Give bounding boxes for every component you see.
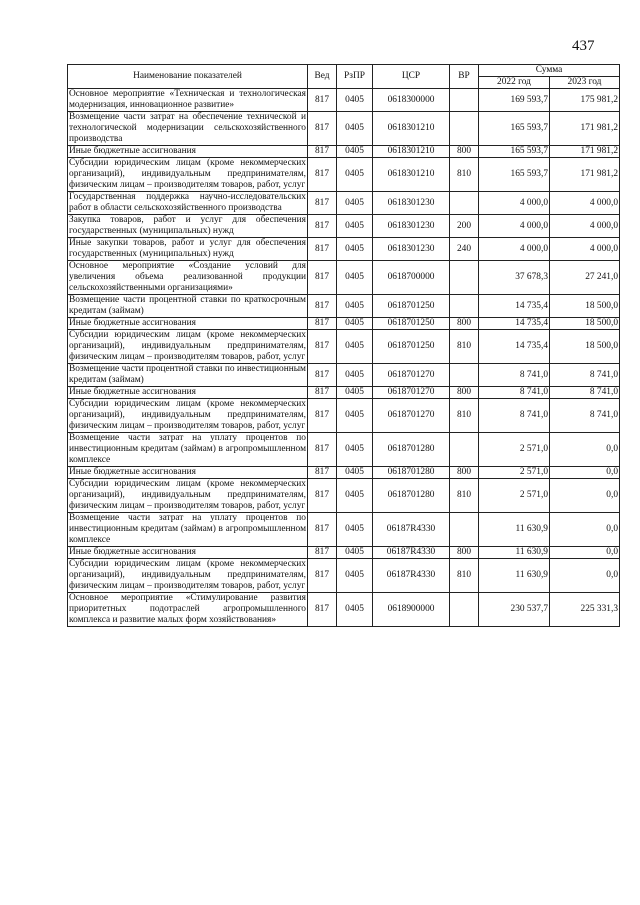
table-row xyxy=(68,89,620,112)
row-rzpr: 0405 xyxy=(337,387,373,399)
row-csr: 0618301210 xyxy=(373,112,450,146)
row-sum-2023: 18 500,0 xyxy=(550,330,620,364)
row-name: Субсидии юридическим лицам (кроме некоммерческих организаций), индивидуальным предпринимателям, физическим лицам – производителям товаров, работ, услуг xyxy=(69,330,306,362)
row-sum-2023: 8 741,0 xyxy=(550,387,620,399)
row-sum-2022: 8 741,0 xyxy=(479,364,550,387)
row-ved: 817 xyxy=(308,433,337,467)
row-sum-2022: 11 630,9 xyxy=(479,547,550,559)
row-vr: 200 xyxy=(450,215,479,238)
row-vr: 800 xyxy=(450,318,479,330)
row-ved: 817 xyxy=(308,158,337,192)
row-vr: 810 xyxy=(450,399,479,433)
row-csr: 0618301230 xyxy=(373,238,450,261)
row-csr: 0618701280 xyxy=(373,479,450,513)
row-sum-2022: 8 741,0 xyxy=(479,399,550,433)
row-vr xyxy=(450,364,479,387)
row-vr: 810 xyxy=(450,479,479,513)
table-row xyxy=(68,112,620,146)
row-csr: 0618701250 xyxy=(373,318,450,330)
row-ved: 817 xyxy=(308,146,337,158)
row-ved: 817 xyxy=(308,295,337,318)
row-sum-2022: 4 000,0 xyxy=(479,238,550,261)
header-rzpr: РзПР xyxy=(337,65,373,89)
row-vr xyxy=(450,192,479,215)
row-csr: 0618701270 xyxy=(373,399,450,433)
row-rzpr: 0405 xyxy=(337,593,373,627)
row-name: Возмещение части затрат на обеспечение технической и технологической модернизации сельскохозяйственного производства xyxy=(69,112,306,144)
row-sum-2022: 37 678,3 xyxy=(479,261,550,295)
table-row xyxy=(68,513,620,547)
row-csr: 0618301210 xyxy=(373,158,450,192)
row-vr xyxy=(450,593,479,627)
header-sum: Сумма xyxy=(479,65,620,77)
table-row xyxy=(68,238,620,261)
row-name: Возмещение части процентной ставки по инвестиционным кредитам (займам) xyxy=(69,364,306,385)
row-csr: 0618701250 xyxy=(373,295,450,318)
row-sum-2022: 4 000,0 xyxy=(479,215,550,238)
row-name: Субсидии юридическим лицам (кроме некоммерческих организаций), индивидуальным предпринимателям, физическим лицам – производителям товаров, работ, услуг xyxy=(69,479,306,511)
row-sum-2023: 8 741,0 xyxy=(550,399,620,433)
row-name: Иные бюджетные ассигнования xyxy=(68,387,308,399)
row-name: Государственная поддержка научно-исследовательских работ в области сельскохозяйственного производства xyxy=(69,192,306,213)
table-row xyxy=(68,215,620,238)
row-ved: 817 xyxy=(308,479,337,513)
row-csr: 0618301210 xyxy=(373,146,450,158)
table-row xyxy=(68,146,620,158)
row-sum-2022: 2 571,0 xyxy=(479,467,550,479)
row-csr: 06187R4330 xyxy=(373,513,450,547)
table-row xyxy=(68,261,620,295)
row-sum-2022: 2 571,0 xyxy=(479,479,550,513)
row-ved: 817 xyxy=(308,387,337,399)
row-csr: 0618301230 xyxy=(373,192,450,215)
row-csr: 0618700000 xyxy=(373,261,450,295)
row-sum-2022: 230 537,7 xyxy=(479,593,550,627)
row-name: Основное мероприятие «Стимулирование развития приоритетных подотраслей агропромышленного комплекса и развитие малых форм хозяйствования» xyxy=(69,593,306,625)
row-ved: 817 xyxy=(308,238,337,261)
row-vr: 800 xyxy=(450,547,479,559)
row-sum-2023: 0,0 xyxy=(550,547,620,559)
row-vr: 810 xyxy=(450,559,479,593)
header-ved: Вед xyxy=(308,65,337,89)
row-csr: 0618701270 xyxy=(373,387,450,399)
row-sum-2023: 171 981,2 xyxy=(550,158,620,192)
row-sum-2023: 18 500,0 xyxy=(550,295,620,318)
row-sum-2022: 169 593,7 xyxy=(479,89,550,112)
row-name: Иные бюджетные ассигнования xyxy=(68,318,308,330)
row-rzpr: 0405 xyxy=(337,467,373,479)
row-sum-2023: 8 741,0 xyxy=(550,364,620,387)
row-rzpr: 0405 xyxy=(337,513,373,547)
table-row xyxy=(68,593,620,627)
row-ved: 817 xyxy=(308,559,337,593)
row-sum-2023: 0,0 xyxy=(550,559,620,593)
row-name: Субсидии юридическим лицам (кроме некоммерческих организаций), индивидуальным предпринимателям, физическим лицам – производителям товаров, работ, услуг xyxy=(69,559,306,591)
row-csr: 0618701280 xyxy=(373,433,450,467)
row-ved: 817 xyxy=(308,89,337,112)
header-name: Наименование показателей xyxy=(68,65,308,89)
row-rzpr: 0405 xyxy=(337,238,373,261)
row-name: Субсидии юридическим лицам (кроме некоммерческих организаций), индивидуальным предпринимателям, физическим лицам – производителям товаров, работ, услуг xyxy=(69,158,306,190)
row-name: Иные бюджетные ассигнования xyxy=(68,146,308,158)
page-number: 437 xyxy=(572,38,595,54)
row-sum-2023: 0,0 xyxy=(550,513,620,547)
row-rzpr: 0405 xyxy=(337,295,373,318)
row-sum-2023: 175 981,2 xyxy=(550,89,620,112)
row-ved: 817 xyxy=(308,547,337,559)
row-vr: 810 xyxy=(450,330,479,364)
row-vr xyxy=(450,295,479,318)
header-2023: 2023 год xyxy=(550,77,620,89)
row-sum-2023: 4 000,0 xyxy=(550,215,620,238)
row-csr: 0618900000 xyxy=(373,593,450,627)
row-sum-2022: 14 735,4 xyxy=(479,318,550,330)
row-name: Возмещение части затрат на уплату процентов по инвестиционным кредитам (займам) в агропромышленном комплексе xyxy=(69,433,306,465)
row-ved: 817 xyxy=(308,215,337,238)
row-rzpr: 0405 xyxy=(337,215,373,238)
row-rzpr: 0405 xyxy=(337,479,373,513)
row-sum-2022: 11 630,9 xyxy=(479,559,550,593)
row-sum-2023: 0,0 xyxy=(550,433,620,467)
table-row xyxy=(68,547,620,559)
row-csr: 0618701280 xyxy=(373,467,450,479)
row-sum-2023: 171 981,2 xyxy=(550,112,620,146)
header-vr: ВР xyxy=(450,65,479,89)
row-name: Основное мероприятие «Техническая и технологическая модернизация, инновационное развитие» xyxy=(69,89,306,110)
row-name: Возмещение части процентной ставки по краткосрочным кредитам (займам) xyxy=(69,295,306,316)
row-sum-2022: 165 593,7 xyxy=(479,146,550,158)
row-sum-2022: 11 630,9 xyxy=(479,513,550,547)
row-sum-2023: 4 000,0 xyxy=(550,238,620,261)
row-name: Иные закупки товаров, работ и услуг для обеспечения государственных (муниципальных) нужд xyxy=(69,238,306,259)
row-ved: 817 xyxy=(308,593,337,627)
table-body xyxy=(68,89,620,627)
row-name: Закупка товаров, работ и услуг для обеспечения государственных (муниципальных) нужд xyxy=(69,215,306,236)
row-sum-2023: 27 241,0 xyxy=(550,261,620,295)
row-ved: 817 xyxy=(308,112,337,146)
table-row xyxy=(68,318,620,330)
row-ved: 817 xyxy=(308,513,337,547)
row-vr xyxy=(450,112,479,146)
row-ved: 817 xyxy=(308,192,337,215)
table-row xyxy=(68,433,620,467)
table-row xyxy=(68,559,620,593)
row-csr: 0618301230 xyxy=(373,215,450,238)
table-row xyxy=(68,479,620,513)
table-row xyxy=(68,158,620,192)
row-vr xyxy=(450,89,479,112)
row-vr: 800 xyxy=(450,387,479,399)
row-csr: 0618701270 xyxy=(373,364,450,387)
table-row xyxy=(68,364,620,387)
row-rzpr: 0405 xyxy=(337,399,373,433)
row-rzpr: 0405 xyxy=(337,330,373,364)
row-csr: 06187R4330 xyxy=(373,547,450,559)
row-vr xyxy=(450,433,479,467)
row-name: Субсидии юридическим лицам (кроме некоммерческих организаций), индивидуальным предпринимателям, физическим лицам – производителям товаров, работ, услуг xyxy=(69,399,306,431)
row-rzpr: 0405 xyxy=(337,112,373,146)
row-vr: 800 xyxy=(450,467,479,479)
row-rzpr: 0405 xyxy=(337,559,373,593)
row-sum-2022: 2 571,0 xyxy=(479,433,550,467)
row-sum-2023: 0,0 xyxy=(550,467,620,479)
row-sum-2022: 4 000,0 xyxy=(479,192,550,215)
row-sum-2022: 165 593,7 xyxy=(479,112,550,146)
table-row xyxy=(68,295,620,318)
row-rzpr: 0405 xyxy=(337,433,373,467)
table-row xyxy=(68,192,620,215)
row-vr: 800 xyxy=(450,146,479,158)
table-row xyxy=(68,399,620,433)
row-ved: 817 xyxy=(308,467,337,479)
row-sum-2023: 171 981,2 xyxy=(550,146,620,158)
row-rzpr: 0405 xyxy=(337,261,373,295)
row-name: Возмещение части затрат на уплату процентов по инвестиционным кредитам (займам) в агропромышленном комплексе xyxy=(69,513,306,545)
row-ved: 817 xyxy=(308,261,337,295)
row-sum-2022: 14 735,4 xyxy=(479,295,550,318)
row-sum-2023: 18 500,0 xyxy=(550,318,620,330)
row-rzpr: 0405 xyxy=(337,547,373,559)
row-rzpr: 0405 xyxy=(337,146,373,158)
row-ved: 817 xyxy=(308,399,337,433)
table-row xyxy=(68,387,620,399)
header-csr: ЦСР xyxy=(373,65,450,89)
row-name: Иные бюджетные ассигнования xyxy=(68,467,308,479)
row-rzpr: 0405 xyxy=(337,158,373,192)
row-sum-2022: 8 741,0 xyxy=(479,387,550,399)
row-vr xyxy=(450,261,479,295)
row-ved: 817 xyxy=(308,318,337,330)
row-rzpr: 0405 xyxy=(337,89,373,112)
row-vr: 810 xyxy=(450,158,479,192)
row-name: Иные бюджетные ассигнования xyxy=(68,547,308,559)
row-vr xyxy=(450,513,479,547)
row-sum-2022: 14 735,4 xyxy=(479,330,550,364)
row-sum-2023: 4 000,0 xyxy=(550,192,620,215)
row-rzpr: 0405 xyxy=(337,364,373,387)
row-csr: 0618300000 xyxy=(373,89,450,112)
table-row xyxy=(68,330,620,364)
row-csr: 06187R4330 xyxy=(373,559,450,593)
row-name: Основное мероприятие «Создание условий для увеличения объема реализованной продукции сельскохозяйственными организациями» xyxy=(69,261,306,293)
row-rzpr: 0405 xyxy=(337,318,373,330)
row-csr: 0618701250 xyxy=(373,330,450,364)
row-ved: 817 xyxy=(308,330,337,364)
row-rzpr: 0405 xyxy=(337,192,373,215)
table-row xyxy=(68,467,620,479)
row-vr: 240 xyxy=(450,238,479,261)
row-ved: 817 xyxy=(308,364,337,387)
header-2022: 2022 год xyxy=(479,77,550,89)
row-sum-2023: 225 331,3 xyxy=(550,593,620,627)
budget-table xyxy=(67,64,620,627)
row-sum-2022: 165 593,7 xyxy=(479,158,550,192)
row-sum-2023: 0,0 xyxy=(550,479,620,513)
